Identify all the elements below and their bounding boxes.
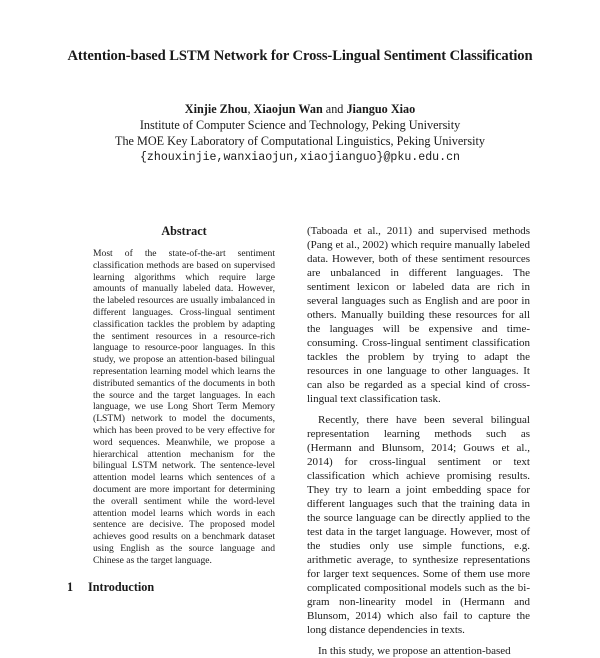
abstract-text: Most of the state-of-the-art sentiment classification methods are based on supervised learning algorithms which require large amounts of manually labeled data. However, the labeled resources are usually imbalanced in different languages. Cross-lingual sentiment classification tackles the problem by adapting the sentiment resources in a resource-rich language to resource-poor languages. In this study, we propose an attention-based bilingual representation learning model which learns the distributed semantics of the documents in both the source and the target languages. In each language, we use Long Short Term Memory (LSTM) network to model the documents, which has been proved to be very effective for word sequences. Meanwhile, we propose a hierarchical attention mechanism for the bilingual LSTM network. The sentence-level attention model learns which sentences of a document are more important for determining the overall sentiment while the word-level attention model learns which words in each sentence are decisive. The proposed model achieves good results on a benchmark dataset using English as the source language and Chinese as the target language. — [93, 248, 275, 566]
affiliation-1: Institute of Computer Science and Technology, Peking University — [139, 118, 461, 133]
paragraph-3: In this study, we propose an attention-based — [318, 645, 511, 657]
author-3: Jianguo Xiao — [346, 102, 416, 116]
author-block — [0, 101, 600, 166]
author-conjunction: and — [322, 102, 347, 116]
abstract-heading: Abstract — [161, 224, 207, 238]
paragraph-1: (Taboada et al., 2011) and supervised methods (Pang et al., 2002) which require manually labeled data. However, both of these sentiment resources are unbalanced in different languages. The sentiment lexicon or labeled data are rich in several languages such as English and are poor in others. Manually building these resources for all the languages will be expensive and time-consuming. Cross-lingual sentiment classification tackles the problem by trying to adapt the resources in one language to other languages. It can also be regarded as a special kind of cross-lingual text classification task. — [307, 225, 530, 405]
paper-title: Attention-based LSTM Network for Cross-Lingual Sentiment Classification — [67, 48, 533, 64]
paragraph-2: Recently, there have been several bilingual representation learning methods such as (Hermann and Blunsom, 2014; Gouws et al., 2014) for cross-lingual sentiment or text classification which achieve promising results. They try to learn a joint embedding space for different languages such that the training data in the source language can be directly applied to the test data in the target language. However, most of the studies only use simple functions, e.g. arithmetic average, to synthesize representations for larger text sequences. Some of them use more complicated compositional models such as the bi-gram non-linearity model in (Hermann and Blunsom, 2014) which also fail to capture the long distance dependencies in texts. — [307, 414, 530, 636]
author-names — [0, 101, 600, 117]
right-column — [307, 224, 530, 658]
author-separator: , — [247, 102, 251, 116]
author-2: Xiaojun Wan — [253, 102, 323, 116]
affiliation-2: The MOE Key Laboratory of Computational Linguistics, Peking University — [115, 134, 485, 149]
author-1: Xinjie Zhou — [184, 102, 248, 116]
section-title: Introduction — [88, 580, 155, 594]
section-number: 1 — [67, 580, 74, 594]
author-emails: {zhouxinjie,wanxiaojun,xiaojianguo}@pku.edu.cn — [139, 150, 461, 164]
section-heading — [67, 580, 287, 595]
